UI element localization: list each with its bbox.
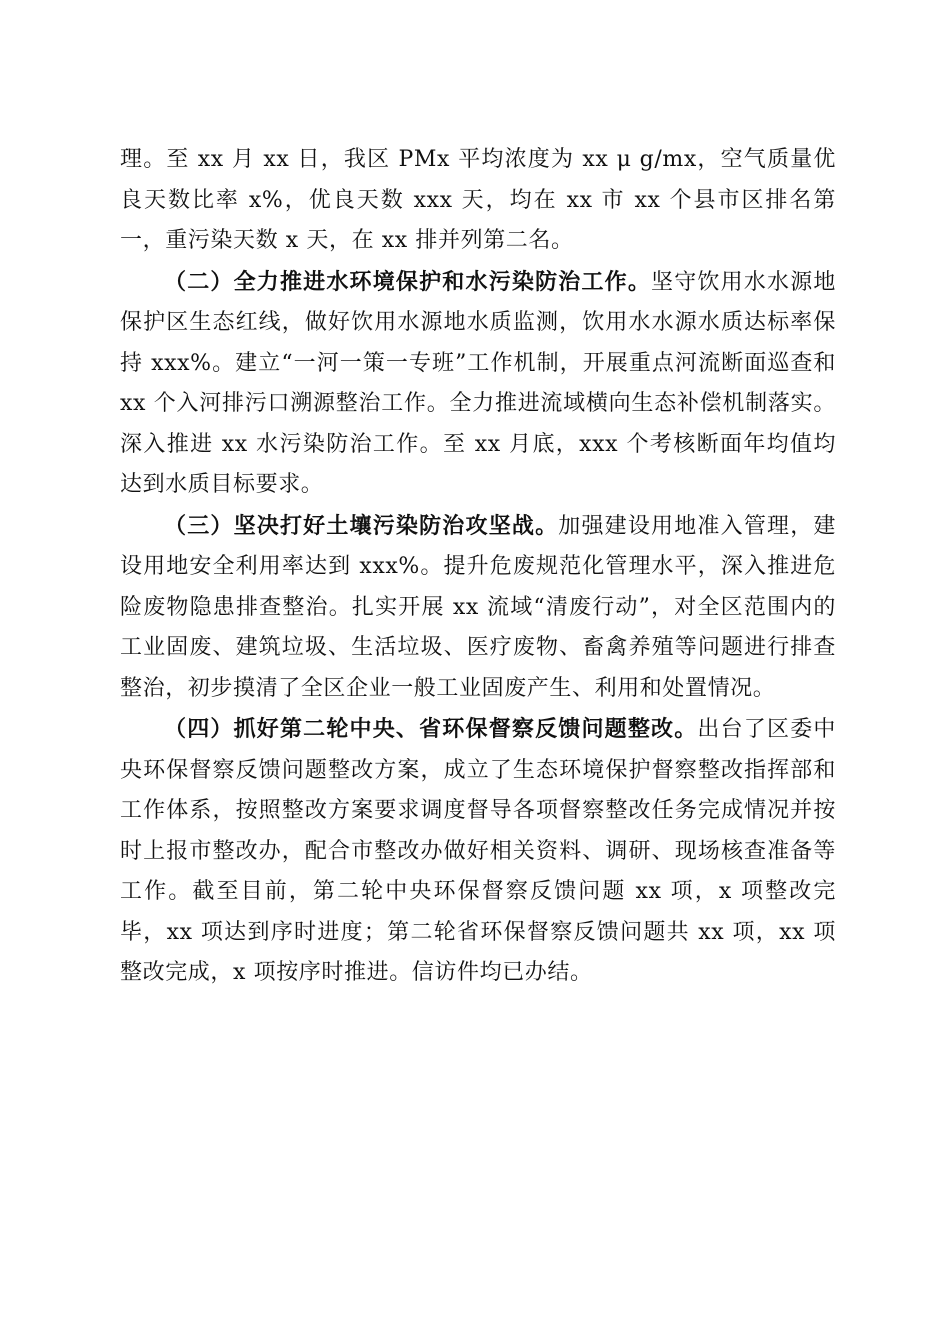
paragraph-body: 坚守饮用水水源地保护区生态红线，做好饮用水源地水质监测，饮用水水源水质达标率保持 xxx%。建立“一河一策一专班”工作机制，开展重点河流断面巡查和 xx 个入河排污口溯源整治工作。全力推进流域横向生态补偿机制落实。深入推进 xx 水污染防治工作。至 xx 月底，xxx 个考核断面年均值均达到水质目标要求。: [120, 269, 836, 497]
paragraph-air-quality-continuation: [120, 140, 836, 262]
paragraph-water-pollution: [120, 262, 836, 506]
paragraph-body: 出台了区委中央环保督察反馈问题整改方案，成立了生态环境保护督察整改指挥部和工作体系，按照整改方案要求调度督导各项督察整改任务完成情况并按时上报市整改办，配合市整改办做好相关资料、调研、现场核查准备等工作。截至目前，第二轮中央环保督察反馈问题 xx 项，x 项整改完毕，xx 项达到序时进度；第二轮省环保督察反馈问题共 xx 项，xx 项整改完成，x 项按序时推进。信访件均已办结。: [120, 717, 836, 985]
paragraph-soil-pollution: [120, 506, 836, 710]
section-heading: （二）全力推进水环境保护和水污染防治工作。: [164, 268, 652, 295]
paragraph-body: 理。至 xx 月 xx 日，我区 PMx 平均浓度为 xx μ g/mx，空气质量优良天数比率 x%，优良天数 xxx 天，均在 xx 市 xx 个县市区排名第一，重污染天数 x 天，在 xx 排并列第二名。: [120, 147, 836, 253]
document-page: [120, 140, 836, 994]
paragraph-inspection-rectification: [120, 709, 836, 994]
section-heading: （三）坚决打好土壤污染防治攻坚战。: [164, 512, 559, 539]
paragraph-body: 加强建设用地准入管理，建设用地安全利用率达到 xxx%。提升危废规范化管理水平，深入推进危险废物隐患排查整治。扎实开展 xx 流域“清废行动”，对全区范围内的工业固废、建筑垃圾、生活垃圾、医疗废物、畜禽养殖等问题进行排查整治，初步摸清了全区企业一般工业固废产生、利用和处置情况。: [120, 513, 837, 701]
section-heading: （四）抓好第二轮中央、省环保督察反馈问题整改。: [164, 716, 698, 742]
